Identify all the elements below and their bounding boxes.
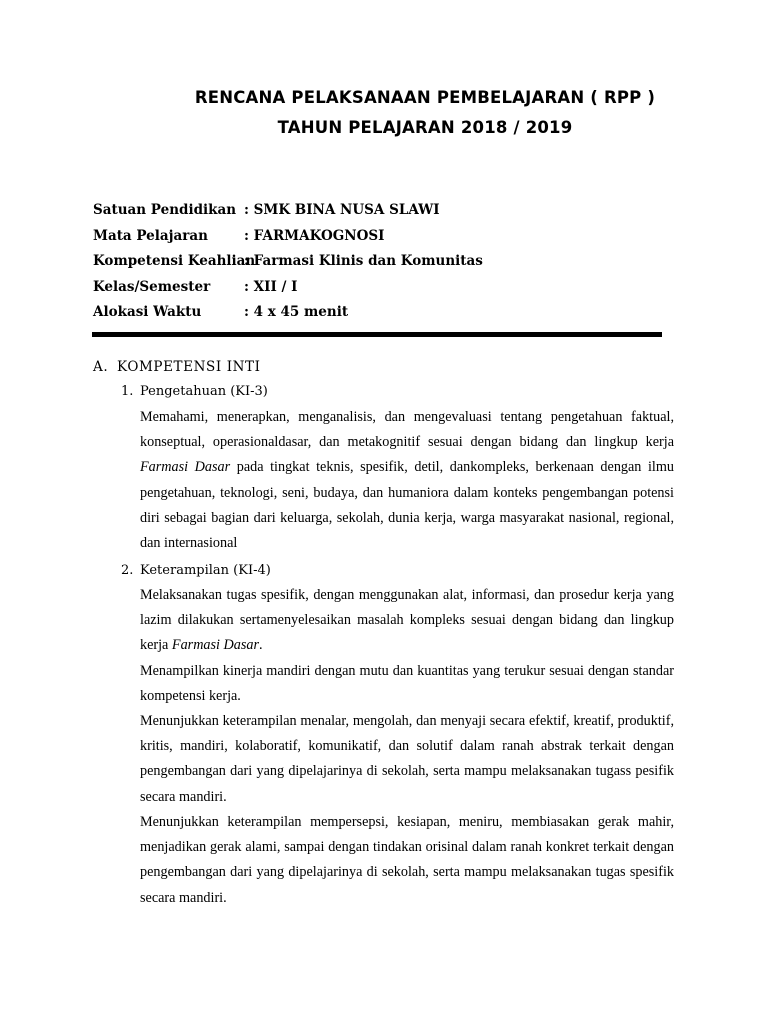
paragraph-text: . — [259, 637, 263, 654]
paragraph-ki4-4: Menunjukkan keterampilan mempersepsi, kesiapan, meniru, membiasakan gerak mahir, menjadikan gerak alami, sampai dengan tindakan orisinal dalam ranah konkret terkait dengan pengembangan dari yang dipelajarinya di sekolah, serta mampu melaksanakan tugas spesifik secara mandiri. — [140, 814, 674, 906]
subsection-number: 1. — [121, 384, 134, 399]
document-title: RENCANA PELAKSANAAN PEMBELAJARAN ( RPP ) — [194, 88, 656, 107]
paragraph-text: Memahami, menerapkan, menganalisis, dan mengevaluasi tentang pengetahuan faktual, konseptual, operasionaldasar, dan metakognitif sesuai dengan bidang dan lingkup kerja — [140, 409, 674, 451]
subsection-pengetahuan — [121, 384, 268, 399]
paragraph-text: Melaksanakan tugas spesifik, dengan menggunakan alat, informasi, dan prosedur kerja yang lazim dilakukan sertamenyelesaikan masalah kompleks sesuai dengan bidang dan lingkup kerja — [140, 587, 674, 654]
subsection-keterampilan — [121, 563, 271, 578]
section-title: KOMPETENSI INTI — [117, 359, 261, 375]
paragraph-ki4-1 — [140, 583, 674, 659]
paragraph-ki4-2: Menampilkan kinerja mandiri dengan mutu dan kuantitas yang terukur sesuai dengan standar kompetensi kerja. — [140, 663, 674, 705]
info-label: Alokasi Waktu — [93, 304, 202, 320]
info-value: : SMK BINA NUSA SLAWI — [244, 202, 440, 218]
subsection-number: 2. — [121, 563, 134, 578]
info-label: Kompetensi Keahlian — [93, 253, 256, 269]
info-value: : FARMAKOGNOSI — [244, 227, 385, 244]
header-divider — [92, 332, 662, 337]
info-value: : 4 x 45 menit — [244, 304, 349, 320]
paragraph-italic: Farmasi Dasar — [140, 459, 231, 476]
paragraph-italic: Farmasi Dasar — [171, 637, 260, 654]
info-label: Kelas/Semester — [93, 278, 211, 295]
subsection-title: Keterampilan (KI-4) — [140, 563, 271, 578]
info-value: : XII / I — [244, 278, 298, 295]
info-label: Mata Pelajaran — [93, 227, 208, 244]
info-value: : Farmasi Klinis dan Komunitas — [244, 253, 483, 269]
paragraph-ki4-3: Menunjukkan keterampilan menalar, mengolah, dan menyaji secara efektif, kreatif, produktif, kritis, mandiri, kolaboratif, komunikatif, dan solutif dalam ranah abstrak terkait dengan pengembangan dari yang dipelajarinya di sekolah, serta mampu melaksanakan tugass pesifik secara mandiri. — [140, 713, 674, 805]
document-subtitle: TAHUN PELAJARAN 2018 / 2019 — [277, 118, 573, 137]
section-heading-kompetensi-inti — [93, 359, 261, 375]
paragraph-text: pada tingkat teknis, spesifik, detil, dankompleks, berkenaan dengan ilmu pengetahuan, teknologi, seni, budaya, dan humaniora dalam konteks pengembangan potensi diri sebagai bagian dari keluarga, sekolah, dunia kerja, warga masyarakat nasional, regional, dan internasional — [140, 459, 674, 552]
info-label: Satuan Pendidikan — [93, 202, 237, 218]
subsection-title: Pengetahuan (KI-3) — [140, 384, 268, 399]
section-letter: A. — [93, 359, 109, 375]
paragraph-ki3 — [140, 405, 674, 556]
